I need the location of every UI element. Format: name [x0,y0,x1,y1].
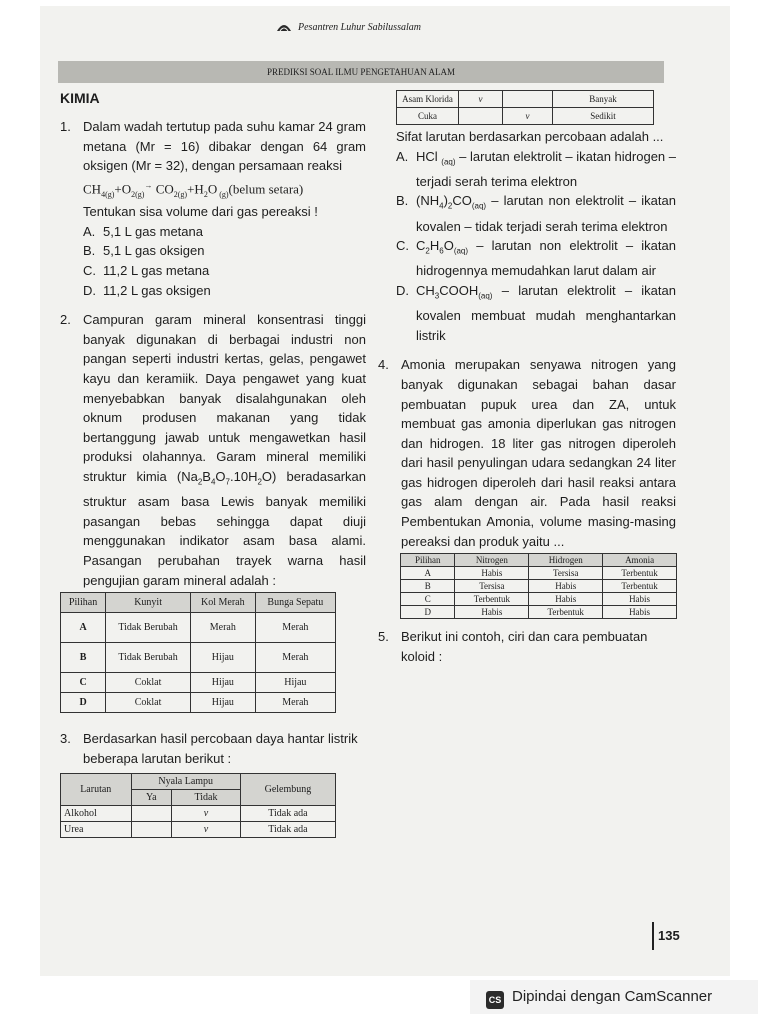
reaction-equation: $CH_{4(g)}+O_{2(g)}^\to$ $CO_{2(g)}+H_2O$ $_{(g)}$(belum setara) [83,180,304,199]
table-cell [503,91,553,108]
table-row [61,643,336,673]
school-name: Pesantren Luhur Sabilussalam [298,22,421,33]
question-stem: Dalam wadah tertutup pada suhu kamar 24 gram metana (Mr = 16) dibakar dengan 64 gram oksigen (Mr = 32), dengan persamaan reaksi [83,119,366,174]
option-a[interactable] [396,147,676,192]
table-cell: Habis [603,593,677,606]
table-row [401,580,677,593]
options-list [83,222,366,300]
table-cell: Coklat [106,673,191,693]
table-cell: Banyak [553,91,654,108]
option-label: B. [396,193,409,209]
conductivity-table-continued [396,90,654,125]
table-cell: Urea [61,822,132,838]
option-a[interactable] [83,222,366,242]
table-cell: v [172,822,241,838]
option-text: 11,2 L gas metana [103,263,210,279]
question-stem [83,310,366,590]
options-list [396,147,676,346]
table-cell: C [401,593,455,606]
table-cell: A [61,613,106,643]
table-cell: Tersisa [529,567,603,580]
question-stem: Amonia merupakan senyawa nitrogen yang banyak digunakan sebagai bahan dasar pembuatan pupuk urea dan ZA, untuk membuat gas amonia diperlukan gas nitrogen dan hidrogen. 18 liter gas nitrogen diperoleh dari hasil penyulingan udara sedangkan 24 liter gas hidrogen diperoleh dari hasil reaksi antara gas alam dengan air. Pada hasil reaksi Pembentukan Amonia, volume masing-masing pereaksi dan produk yaitu ... [401,357,676,549]
table-header: Larutan [61,774,132,806]
option-label: D. [396,282,409,298]
table-header-row [61,774,336,790]
subject-title: KIMIA [60,90,100,106]
table-row [401,606,677,619]
table-cell: Merah [190,613,255,643]
exam-banner: PREDIKSI SOAL ILMU PENGETAHUAN ALAM [58,61,664,83]
table-header: Nitrogen [455,554,529,567]
school-logo-icon [276,22,292,32]
table-row [401,567,677,580]
table-row [61,673,336,693]
table-cell: Tersisa [455,580,529,593]
table-cell: Hijau [190,643,255,673]
table-row [401,593,677,606]
question-5 [378,627,676,666]
option-text: 5,1 L gas metana [103,223,203,239]
table-header: Kunyit [106,593,191,613]
camscanner-watermark [470,980,758,1014]
question-stem: Berdasarkan hasil percobaan daya hantar listrik beberapa larutan berikut : [83,731,358,766]
table-cell: Merah [255,643,335,673]
table-cell [131,806,172,822]
table-cell: Terbentuk [603,580,677,593]
stem-part-b: beradasarkan struktur asam basa Lewis banyak memiliki pasangan bebas sehingga dapat diuji menggunakan indikator asam basa alami. Pasangan perubahan trayek warna hasil pengujian garam mineral adalah : [83,469,366,588]
table-cell: v [503,108,553,125]
table-row [61,693,336,713]
table-cell: Tidak ada [240,806,335,822]
table-row [397,91,654,108]
table-cell: Merah [255,613,335,643]
question-number: 1. [60,119,71,134]
table-cell: B [61,643,106,673]
table-cell: v [459,91,503,108]
question-3-prompt: Sifat larutan berdasarkan percobaan adalah ... [396,129,664,144]
table-header: Kol Merah [190,593,255,613]
table-cell: C [61,673,106,693]
table-cell [131,822,172,838]
question-number: 3. [60,731,71,747]
table-cell: Tidak ada [240,822,335,838]
question-stem: Berikut ini contoh, ciri dan cara pembuatan koloid : [401,629,648,664]
table-cell: Habis [529,580,603,593]
page-header [276,22,421,33]
right-column [378,90,676,666]
table-header-row [61,593,336,613]
table-header: Nyala Lampu [131,774,240,790]
table-cell: D [61,693,106,713]
option-text: 11,2 L gas oksigen [103,282,211,298]
ammonia-table [400,553,677,619]
question-number: 5. [378,629,389,645]
table-row [61,822,336,838]
table-header: Pilihan [401,554,455,567]
table-cell: Tidak Berubah [106,613,191,643]
camscanner-logo-icon: CS [486,991,504,1009]
table-header: Hidrogen [529,554,603,567]
table-header-row [401,554,677,567]
question-1 [60,117,366,300]
option-label: C. [396,238,409,254]
table-cell: Cuka [397,108,459,125]
option-text: – larutan non elektrolit – ikatan kovalen – tidak terjadi serah terima elektron [416,193,676,234]
page-number: 135 [652,922,680,950]
table-header: Ya [131,790,172,806]
table-row [397,108,654,125]
table-row [61,613,336,643]
option-text: – larutan elektrolit – ikatan hidrogen – terjadi serah terima elektron [416,148,676,189]
table-cell: Asam Klorida [397,91,459,108]
question-number: 2. [60,312,71,328]
table-cell: Terbentuk [455,593,529,606]
option-formula: HCl $_{(aq)}$ [416,148,456,167]
watermark-text: Dipindai dengan CamScanner [512,988,713,1005]
table-cell: Hijau [255,673,335,693]
table-cell: Hijau [190,693,255,713]
table-cell: Coklat [106,693,191,713]
option-label: C. [83,263,96,279]
table-row [61,806,336,822]
table-cell: B [401,580,455,593]
question-prompt: Tentukan sisa volume dari gas pereaksi ! [83,204,318,220]
table-cell: Sedikit [553,108,654,125]
table-header: Gelembung [240,774,335,806]
option-label: A. [83,223,96,239]
equation-note: (belum setara) [228,181,304,197]
option-label: A. [396,148,409,164]
table-cell: Habis [455,606,529,619]
option-formula: $C_2H_6O_{(aq)}$ [416,238,469,256]
option-label: D. [83,282,96,298]
option-b[interactable] [396,191,676,236]
option-text: 5,1 L gas oksigen [103,243,205,259]
indicator-table [60,592,336,713]
table-cell: Merah [255,693,335,713]
option-formula: $(NH_4)_2CO_{(aq)}$ [416,193,487,211]
table-header: Pilihan [61,593,106,613]
table-cell [459,108,503,125]
option-text: – larutan elektrolit – ikatan kovalen membuat mudah menghantarkan listrik [416,282,676,343]
table-header: Amonia [603,554,677,567]
conductivity-table [60,773,336,838]
option-d[interactable] [396,281,676,345]
table-header: Bunga Sepatu [255,593,335,613]
option-d[interactable] [83,281,366,301]
table-cell: Habis [529,593,603,606]
table-cell: v [172,806,241,822]
chemical-formula: $(Na_2B_4O_7.10H_2O)$ [176,469,277,487]
question-3 [60,729,366,768]
table-cell: D [401,606,455,619]
table-cell: Hijau [190,673,255,693]
option-c[interactable] [396,236,676,281]
left-column [60,117,366,838]
stem-part-a: Campuran garam mineral konsentrasi tinggi banyak digunakan di berbagai industri non pangan seperti industri kertas, gelas, pengawet kayu dan keramiik. Daya pengawet yang kuat menyebabkan banyak disalahgunakan oleh oknum produsen makanan yang tidak bertanggung jawab untuk mengawetkan hasil produksi olahannya. Garam mineral memiliki struktur kimia [83,312,366,485]
option-b[interactable] [83,241,366,261]
option-label: B. [83,243,96,259]
table-cell: Terbentuk [529,606,603,619]
table-header: Tidak [172,790,241,806]
table-cell: Alkohol [61,806,132,822]
option-text: – larutan non elektrolit – ikatan hidrogennya memudahkan larut dalam air [416,238,676,279]
option-c[interactable] [83,261,366,281]
table-cell: Terbentuk [603,567,677,580]
question-number: 4. [378,357,389,373]
table-cell: Tidak Berubah [106,643,191,673]
table-cell: Habis [603,606,677,619]
table-cell: A [401,567,455,580]
question-4 [378,355,676,551]
table-cell: Habis [455,567,529,580]
option-formula: $CH_3COOH_{(aq)}$ [416,282,493,301]
question-2 [60,310,366,590]
